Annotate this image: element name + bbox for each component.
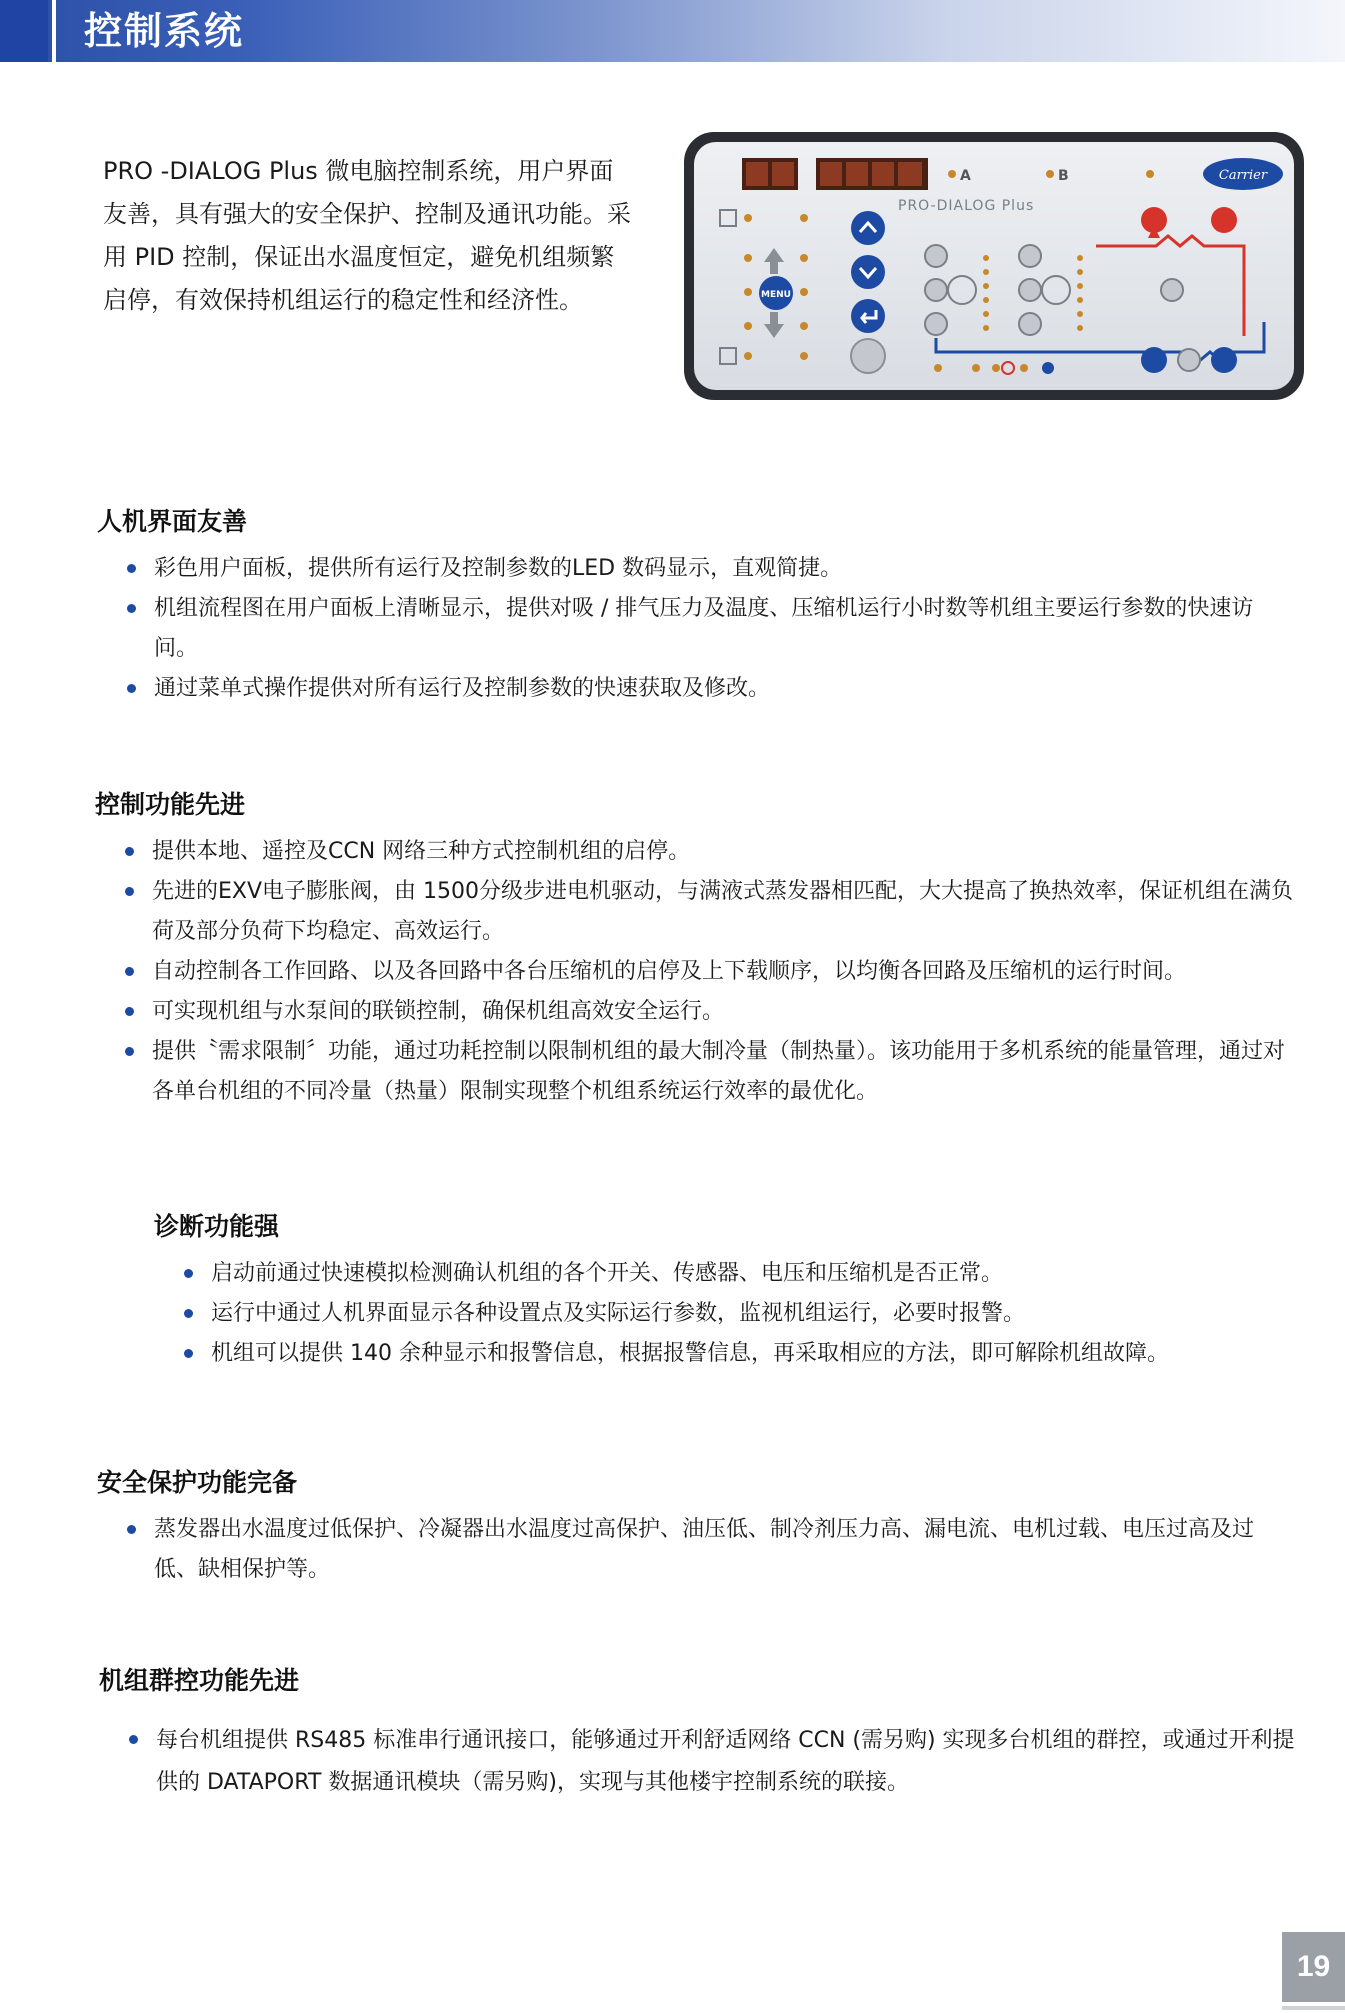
bullet-list xyxy=(97,1510,1297,1590)
bullet-dot-icon xyxy=(125,1047,134,1056)
section-title: 机组群控功能先进 xyxy=(99,1666,300,1695)
list-item: 运行中通过人机界面显示各种设置点及实际运行参数，监视机组运行，必要时报警。 xyxy=(154,1294,1297,1334)
control-panel-image xyxy=(680,128,1308,404)
section-diagnostics xyxy=(154,1210,1297,1374)
bullet-dot-icon xyxy=(127,604,136,613)
section-control xyxy=(95,788,1297,1112)
bullet-dot-icon xyxy=(184,1269,193,1278)
list-item: 先进的EXV电子膨胀阀，由 1500分级步进电机驱动，与满液式蒸发器相匹配，大大提高了换热效率，保证机组在满负荷及部分负荷下均稳定、高效运行。 xyxy=(95,872,1297,952)
bullet-dot-icon xyxy=(125,967,134,976)
list-item: 蒸发器出水温度过低保护、冷凝器出水温度过高保护、油压低、制冷剂压力高、漏电流、电机过载、电压过高及过低、缺相保护等。 xyxy=(97,1510,1297,1590)
section-group-control xyxy=(99,1664,1297,1804)
led-display-right xyxy=(816,158,928,190)
bullet-dot-icon xyxy=(127,1525,136,1534)
bullet-dot-icon xyxy=(184,1349,193,1358)
list-item: 彩色用户面板，提供所有运行及控制参数的LED 数码显示，直观简捷。 xyxy=(97,549,1297,589)
list-item: 启动前通过快速模拟检测确认机组的各个开关、传感器、电压和压缩机是否正常。 xyxy=(154,1254,1297,1294)
section-hmi xyxy=(97,505,1297,709)
bullet-list xyxy=(97,549,1297,709)
list-item: 机组可以提供 140 余种显示和报警信息，根据报警信息，再采取相应的方法，即可解除机组故障。 xyxy=(154,1334,1297,1374)
thermometer-cold-icon xyxy=(1141,347,1167,373)
bullet-dot-icon xyxy=(184,1309,193,1318)
list-item: 提供〝需求限制〞功能，通过功耗控制以限制机组的最大制冷量（制热量）。该功能用于多机系统的能量管理，通过对各单台机组的不同冷量（热量）限制实现整个机组系统运行效率的最优化。 xyxy=(95,1032,1297,1112)
bullet-dot-icon xyxy=(127,684,136,693)
circuit-a-label: A xyxy=(960,168,971,184)
enter-button xyxy=(851,299,885,333)
page-number-underline xyxy=(1282,2006,1345,2010)
bullet-dot-icon xyxy=(125,887,134,896)
circuit-b-label: B xyxy=(1058,168,1069,184)
carrier-logo-text: Carrier xyxy=(1218,168,1268,183)
page-number: 19 xyxy=(1282,1932,1345,2002)
list-item: 提供本地、遥控及CCN 网络三种方式控制机组的启停。 xyxy=(95,832,1297,872)
section-title: 安全保护功能完备 xyxy=(97,1468,298,1497)
header-accent-block xyxy=(0,0,48,62)
bullet-dot-icon xyxy=(129,1735,138,1744)
list-item: 每台机组提供 RS485 标准串行通讯接口，能够通过开利舒适网络 CCN (需另购) 实现多台机组的群控，或通过开利提供的 DATAPORT 数据通讯模块（需另购)，实现与其他楼宇控制系统的联接。 xyxy=(99,1720,1297,1804)
list-item: 可实现机组与水泵间的联锁控制，确保机组高效安全运行。 xyxy=(95,992,1297,1032)
thermometer-hot-icon xyxy=(1141,207,1167,233)
bullet-dot-icon xyxy=(125,847,134,856)
reset-button xyxy=(851,339,885,373)
bullet-list xyxy=(99,1720,1297,1804)
header-divider xyxy=(52,0,56,62)
intro-paragraph: PRO -DIALOG Plus 微电脑控制系统，用户界面友善，具有强大的安全保护、控制及通讯功能。采用 PID 控制，保证出水温度恒定，避免机组频繁启停，有效保持机组运行的稳定性和经济性。 xyxy=(103,157,631,314)
header-band xyxy=(0,0,1345,62)
section-title: 人机界面友善 xyxy=(97,507,248,536)
list-item: 机组流程图在用户面板上清晰显示，提供对吸 / 排气压力及温度、压缩机运行小时数等机组主要运行参数的快速访问。 xyxy=(97,589,1297,669)
led-display-left xyxy=(742,158,798,190)
section-safety xyxy=(97,1466,1297,1590)
bullet-dot-icon xyxy=(127,564,136,573)
page-title: 控制系统 xyxy=(84,9,245,53)
section-title: 控制功能先进 xyxy=(95,790,246,819)
section-title: 诊断功能强 xyxy=(154,1212,280,1241)
bullet-list xyxy=(95,832,1297,1112)
thermometer-hot-icon xyxy=(1211,207,1237,233)
menu-button-label: MENU xyxy=(761,290,791,300)
thermometer-cold-icon xyxy=(1211,347,1237,373)
nav-up-button xyxy=(851,211,885,245)
bullet-dot-icon xyxy=(125,1007,134,1016)
list-item: 通过菜单式操作提供对所有运行及控制参数的快速获取及修改。 xyxy=(97,669,1297,709)
panel-model-label: PRO-DIALOG Plus xyxy=(898,198,1035,214)
bullet-list xyxy=(154,1254,1297,1374)
nav-down-button xyxy=(851,255,885,289)
list-item: 自动控制各工作回路、以及各回路中各台压缩机的启停及上下载顺序，以均衡各回路及压缩机的运行时间。 xyxy=(95,952,1297,992)
